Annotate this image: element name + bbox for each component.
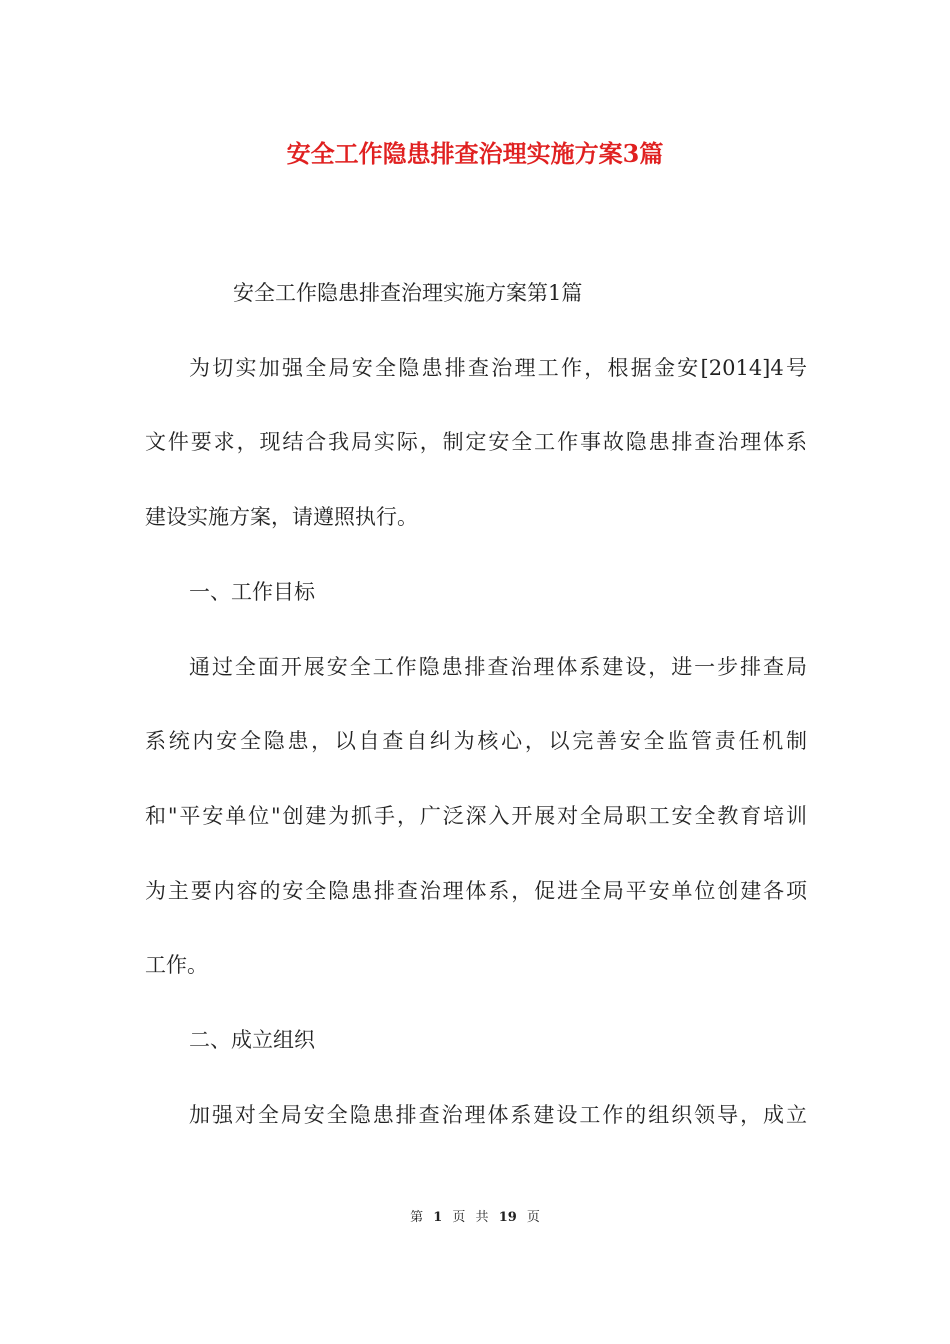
paragraph-line: 建设实施方案，请遵照执行。: [145, 505, 418, 530]
footer-prefix: 第: [410, 1210, 424, 1225]
paragraph-line: 加强对全局安全隐患排查治理体系建设工作的组织领导，成立: [189, 1102, 807, 1127]
document-body: [145, 256, 807, 1152]
paragraph-2: [145, 630, 807, 1004]
paragraph-line: 文件要求，现结合我局实际，制定安全工作事故隐患排查治理体系: [145, 430, 807, 455]
paragraph-line: 和"平安单位"创建为抓手，广泛深入开展对全局职工安全教育培训: [145, 803, 807, 828]
paragraph-line: 为主要内容的安全隐患排查治理体系，促进全局平安单位创建各项: [145, 878, 807, 903]
document-title: 安全工作隐患排查治理实施方案3篇: [286, 139, 664, 168]
paragraph-1: [145, 331, 807, 555]
paragraph-line: 为切实加强全局安全隐患排查治理工作，根据金安[2014]4号: [189, 355, 807, 380]
paragraph-line: 通过全面开展安全工作隐患排查治理体系建设，进一步排查局: [189, 654, 807, 679]
section-heading: 安全工作隐患排查治理实施方案第1篇: [233, 281, 583, 305]
footer-middle: 页 共: [452, 1210, 489, 1225]
footer-total-pages: 19: [498, 1210, 517, 1225]
paragraph-line: 工作。: [145, 953, 208, 978]
page-footer: [0, 1208, 950, 1228]
paragraph-3: [145, 1078, 807, 1153]
footer-suffix: 页: [526, 1210, 540, 1225]
heading-organization: 二、成立组织: [189, 1028, 315, 1053]
heading-work-goals: 一、工作目标: [189, 579, 315, 604]
paragraph-line: 系统内安全隐患，以自查自纠为核心，以完善安全监管责任机制: [145, 729, 807, 754]
footer-page-number: 1: [433, 1210, 443, 1225]
